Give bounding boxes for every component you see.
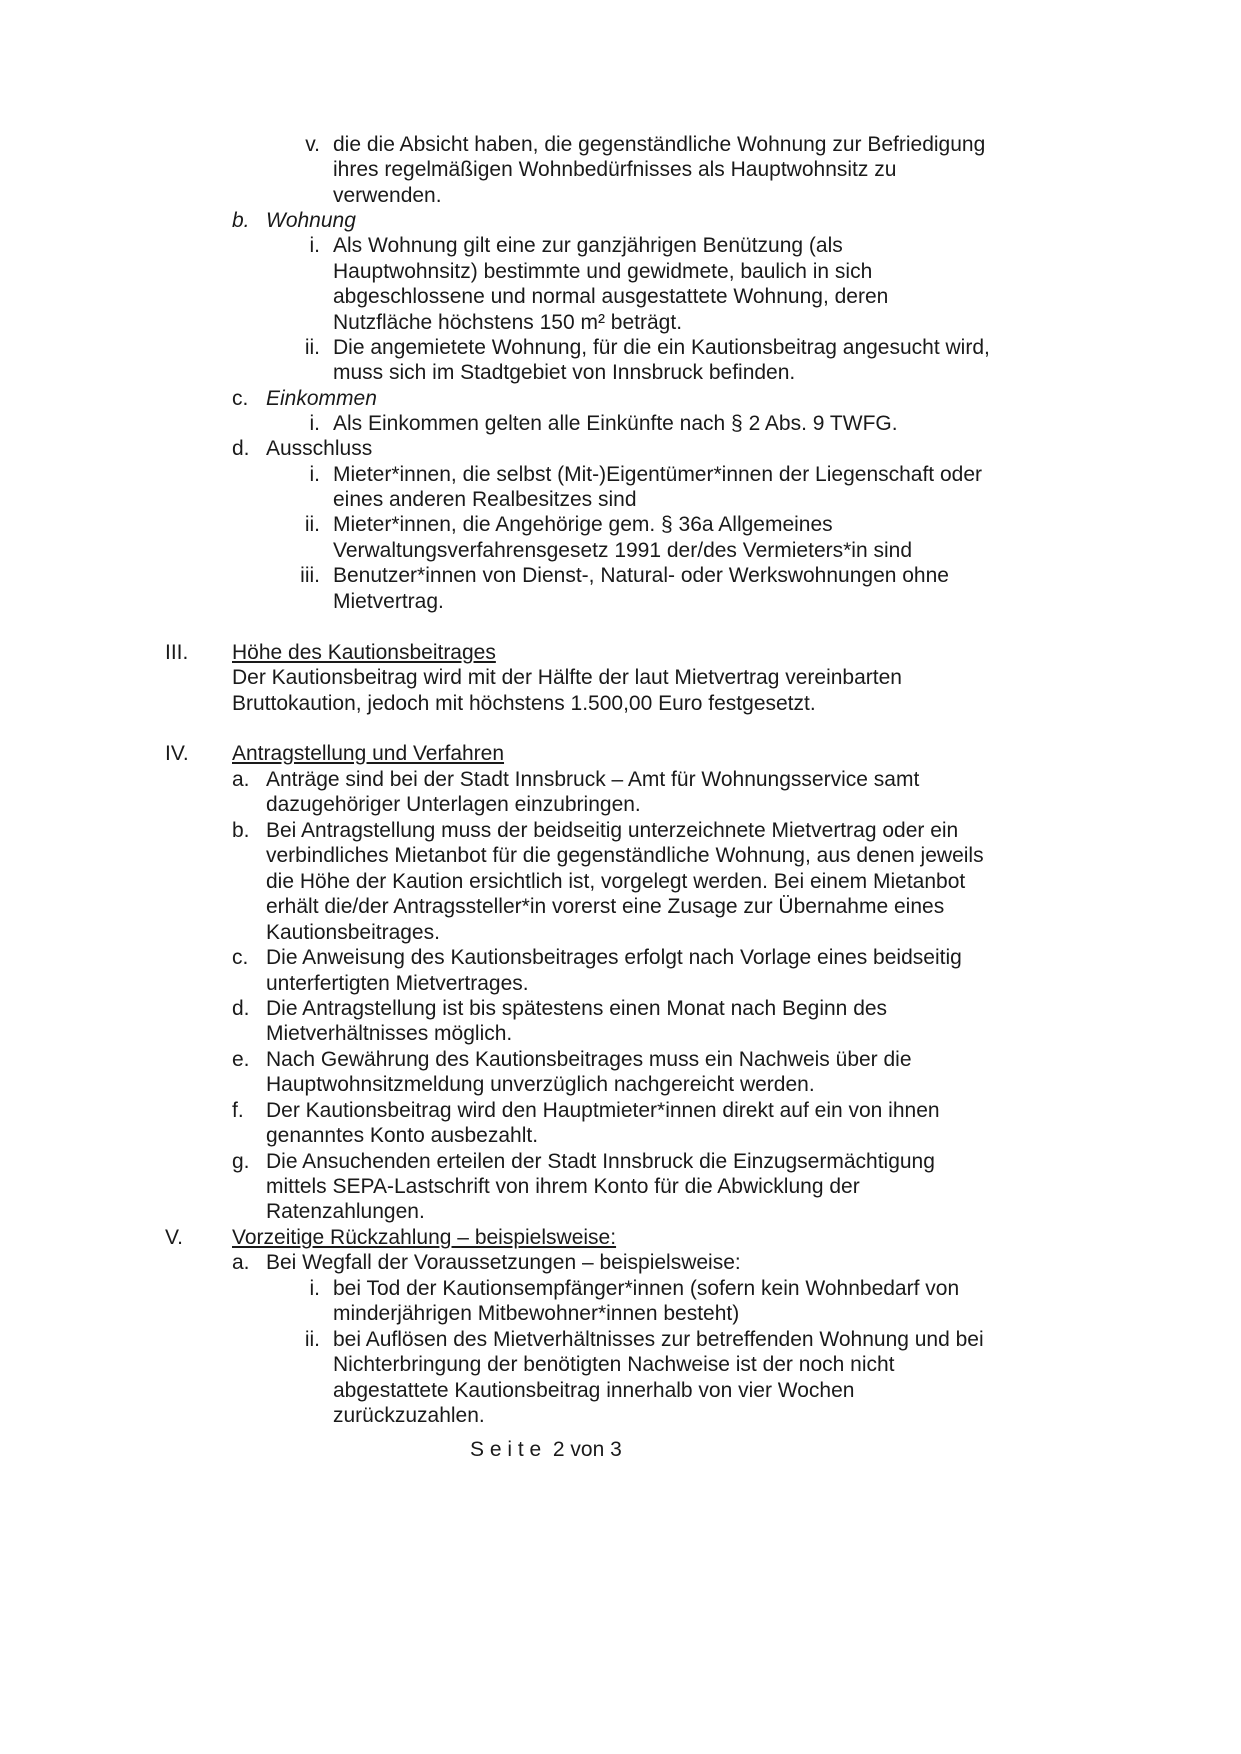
- list-item-text: Mietverhältnisses möglich.: [266, 1022, 513, 1045]
- list-item-text: minderjährigen Mitbewohner*innen besteht): [333, 1302, 740, 1325]
- list-marker: ii.: [304, 513, 320, 536]
- list-item-text: abgestattete Kautionsbeitrag innerhalb von vier Wochen: [333, 1379, 855, 1402]
- subheading-ausschluss: Ausschluss: [266, 437, 373, 460]
- list-marker: i.: [309, 1277, 320, 1300]
- list-item-text: die die Absicht haben, die gegenständliche Wohnung zur Befriedigung: [333, 133, 986, 156]
- list-item-text: Anträge sind bei der Stadt Innsbruck – Amt für Wohnungsservice samt: [266, 768, 920, 791]
- list-marker: i.: [309, 234, 320, 257]
- section-heading: Antragstellung und Verfahren: [232, 742, 505, 765]
- list-marker: i.: [309, 412, 320, 435]
- list-item-text: zurückzuzahlen.: [333, 1404, 485, 1427]
- list-marker: c.: [232, 387, 249, 410]
- list-marker: g.: [232, 1150, 250, 1173]
- list-item-text: Nichterbringung der benötigten Nachweise ist der noch nicht: [333, 1353, 895, 1376]
- list-item-text: abgeschlossene und normal ausgestattete Wohnung, deren: [333, 285, 889, 308]
- list-marker: v.: [305, 133, 320, 156]
- list-item-text: bei Tod der Kautionsempfänger*innen (sofern kein Wohnbedarf von: [333, 1277, 960, 1300]
- page-number-footer: S e i t e 2 von 3: [470, 1438, 622, 1461]
- list-marker: i.: [309, 463, 320, 486]
- list-item-text: Hauptwohnsitzmeldung unverzüglich nachgereicht werden.: [266, 1073, 815, 1096]
- section-heading: Vorzeitige Rückzahlung – beispielsweise:: [232, 1226, 617, 1249]
- list-marker: b.: [232, 209, 250, 232]
- list-item-text: genanntes Konto ausbezahlt.: [266, 1124, 539, 1147]
- list-marker: iii.: [300, 564, 320, 587]
- section-numeral: V.: [165, 1226, 183, 1249]
- list-marker: c.: [232, 946, 249, 969]
- list-marker: b.: [232, 819, 250, 842]
- list-item-text: dazugehöriger Unterlagen einzubringen.: [266, 793, 641, 816]
- list-item-text: Als Einkommen gelten alle Einkünfte nach § 2 Abs. 9 TWFG.: [333, 412, 898, 435]
- subheading-einkommen: Einkommen: [266, 387, 377, 410]
- list-item-text: Kautionsbeitrages.: [266, 921, 440, 944]
- list-item-text: erhält die/der Antragssteller*in vorerst eine Zusage zur Übernahme eines: [266, 895, 945, 918]
- paragraph-line: Der Kautionsbeitrag wird mit der Hälfte der laut Mietvertrag vereinbarten: [232, 666, 902, 689]
- list-item-text: Hauptwohnsitz) bestimmte und gewidmete, baulich in sich: [333, 260, 873, 283]
- list-item-text: ihres regelmäßigen Wohnbedürfnisses als Hauptwohnsitz zu: [333, 158, 897, 181]
- list-item-text: Ratenzahlungen.: [266, 1200, 425, 1223]
- list-item-text: mittels SEPA-Lastschrift von ihrem Konto für die Abwicklung der: [266, 1175, 860, 1198]
- list-item-text: muss sich im Stadtgebiet von Innsbruck befinden.: [333, 361, 796, 384]
- section-heading: Höhe des Kautionsbeitrages: [232, 641, 496, 664]
- list-item-text: Als Wohnung gilt eine zur ganzjährigen Benützung (als: [333, 234, 843, 257]
- list-marker: ii.: [304, 336, 320, 359]
- list-item-text: Die Anweisung des Kautionsbeitrages erfolgt nach Vorlage eines beidseitig: [266, 946, 962, 969]
- list-item-text: unterfertigten Mietvertrages.: [266, 972, 529, 995]
- list-item-text: bei Auflösen des Mietverhältnisses zur betreffenden Wohnung und bei: [333, 1328, 984, 1351]
- list-item-text: Verwaltungsverfahrensgesetz 1991 der/des Vermieters*in sind: [333, 539, 912, 562]
- list-marker: d.: [232, 997, 250, 1020]
- list-item-text: Der Kautionsbeitrag wird den Hauptmieter*innen direkt auf ein von ihnen: [266, 1099, 940, 1122]
- list-marker: e.: [232, 1048, 250, 1071]
- list-item-text: Mietvertrag.: [333, 590, 444, 613]
- list-marker: f.: [232, 1099, 244, 1122]
- list-item-text: verbindliches Mietanbot für die gegenständliche Wohnung, aus denen jeweils: [266, 844, 984, 867]
- list-item-text: Mieter*innen, die selbst (Mit-)Eigentümer*innen der Liegenschaft oder: [333, 463, 983, 486]
- list-marker: a.: [232, 1251, 250, 1274]
- section-numeral: IV.: [165, 742, 189, 765]
- list-item-text: Nutzfläche höchstens 150 m² beträgt.: [333, 311, 683, 334]
- list-marker: d.: [232, 437, 250, 460]
- list-marker: ii.: [304, 1328, 320, 1351]
- section-numeral: III.: [165, 641, 189, 664]
- list-item-text: verwenden.: [333, 184, 442, 207]
- list-item-text: die Höhe der Kaution ersichtlich ist, vorgelegt werden. Bei einem Mietanbot: [266, 870, 966, 893]
- list-item-text: Benutzer*innen von Dienst-, Natural- oder Werkswohnungen ohne: [333, 564, 949, 587]
- list-item-text: Mieter*innen, die Angehörige gem. § 36a Allgemeines: [333, 513, 833, 536]
- list-item-text: Die Antragstellung ist bis spätestens einen Monat nach Beginn des: [266, 997, 888, 1020]
- list-item-text: Bei Antragstellung muss der beidseitig unterzeichnete Mietvertrag oder ein: [266, 819, 959, 842]
- list-item-text: Bei Wegfall der Voraussetzungen – beispielsweise:: [266, 1251, 741, 1274]
- list-item-text: Nach Gewährung des Kautionsbeitrages muss ein Nachweis über die: [266, 1048, 912, 1071]
- paragraph-line: Bruttokaution, jedoch mit höchstens 1.500,00 Euro festgesetzt.: [232, 692, 816, 715]
- list-item-text: eines anderen Realbesitzes sind: [333, 488, 637, 511]
- list-marker: a.: [232, 768, 250, 791]
- list-item-text: Die Ansuchenden erteilen der Stadt Innsbruck die Einzugsermächtigung: [266, 1150, 935, 1173]
- list-item-text: Die angemietete Wohnung, für die ein Kautionsbeitrag angesucht wird,: [333, 336, 990, 359]
- subheading-wohnung: Wohnung: [266, 209, 356, 232]
